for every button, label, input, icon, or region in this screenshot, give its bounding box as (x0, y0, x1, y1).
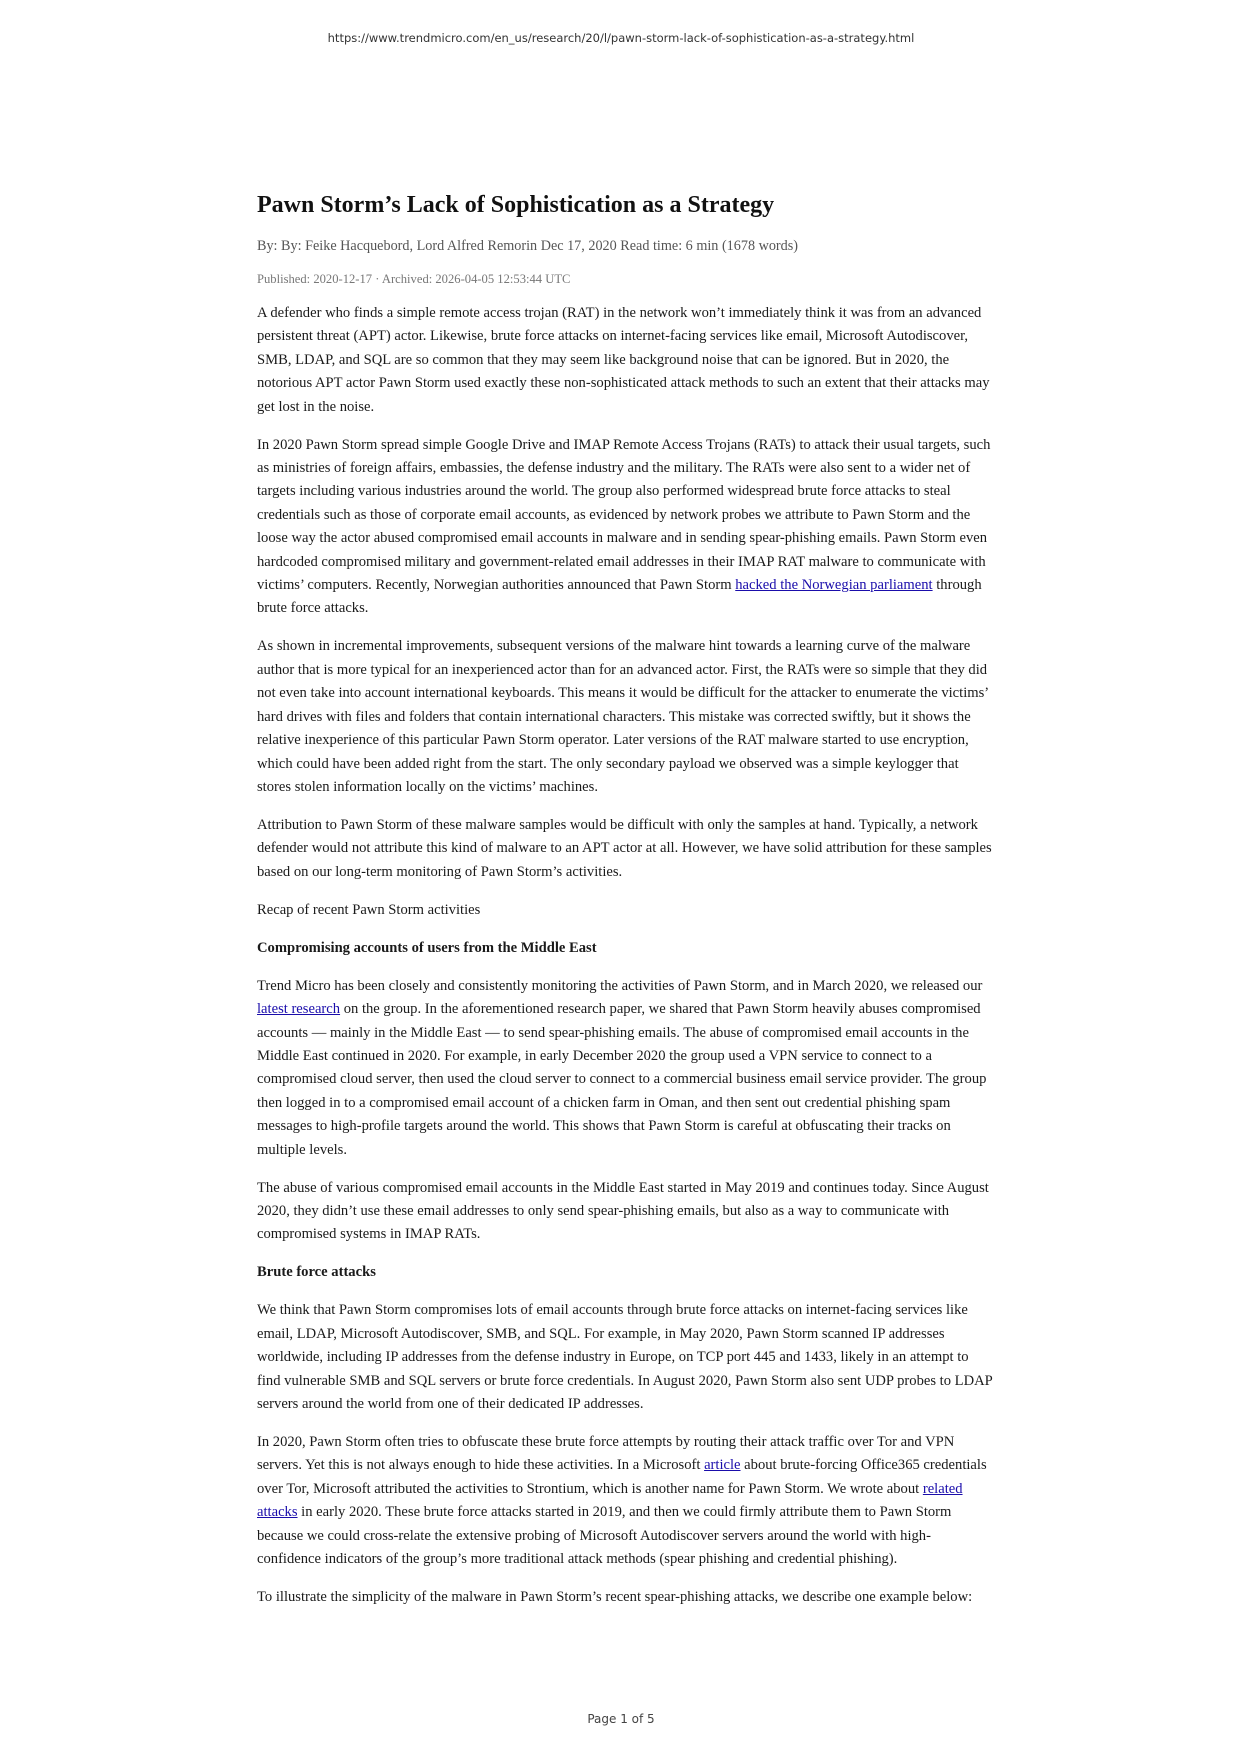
paragraph-text: Recap of recent Pawn Storm activities (257, 901, 481, 918)
article-paragraph (257, 434, 993, 621)
article-paragraph (257, 302, 993, 419)
article-byline: By: By: Feike Hacquebord, Lord Alfred Remorin Dec 17, 2020 Read time: 6 min (1678 words) (257, 238, 798, 254)
article-paragraph (257, 814, 993, 884)
article-paragraph (257, 1177, 993, 1247)
article-paragraph (257, 1431, 993, 1571)
page-number: Page 1 of 5 (587, 1712, 655, 1726)
article-paragraph (257, 635, 993, 799)
article-paragraph (257, 975, 993, 1162)
paragraph-text: The abuse of various compromised email accounts in the Middle East started in May 2019 and continues today. Since August 2020, they didn’t use these email addresses to only send spear-phishing emails, but also as a way to communicate with compromised systems in IMAP RATs. (257, 1179, 989, 1243)
article-published-date: Published: 2020-12-17 · Archived: 2026-04-05 12:53:44 UTC (257, 272, 571, 286)
paragraph-text: As shown in incremental improvements, subsequent versions of the malware hint towards a learning curve of the malware author that is more typical for an inexperienced actor than for an advanced actor. First, the RATs were so simple that they did not even take into account international keyboards. This means it would be difficult for the attacker to enumerate the victims’ hard drives with files and folders that contain international characters. This mistake was corrected swiftly, but it shows the relative inexperience of this particular Pawn Storm operator. Later versions of the RAT malware started to use encryption, which could have been added right from the start. The only secondary payload we observed was a simple keylogger that stores stolen information locally on the victims’ machines. (257, 638, 989, 795)
inline-link[interactable]: related attacks (257, 1480, 963, 1521)
paragraph-text: Compromising accounts of users from the Middle East (257, 939, 597, 956)
article-body (257, 302, 993, 1609)
paragraph-text: in early 2020. These brute force attacks started in 2019, and then we could firmly attribute them to Pawn Storm because we could cross-relate the extensive probing of Microsoft Autodiscover servers around the world with high-confidence indicators of the group’s more traditional attack methods (spear phishing and credential phishing). (257, 1504, 952, 1568)
page-url-header: https://www.trendmicro.com/en_us/research/20/l/pawn-storm-lack-of-sophistication-as-a-strategy.html (327, 31, 915, 45)
paragraph-text: Attribution to Pawn Storm of these malware samples would be difficult with only the samples at hand. Typically, a network defender would not attribute this kind of malware to an APT actor at all. However, we have solid attribution for these samples based on our long-term monitoring of Pawn Storm’s activities. (257, 816, 992, 880)
paragraph-text: about brute-forcing Office365 credentials over Tor, Microsoft attributed the activities to Strontium, which is another name for Pawn Storm. We wrote about (257, 1457, 987, 1497)
section-heading (257, 937, 993, 960)
paragraph-text: on the group. In the aforementioned research paper, we shared that Pawn Storm heavily abuses compromised accounts — mainly in the Middle East — to send spear-phishing emails. The abuse of compromised email accounts in the Middle East continued in 2020. For example, in early December 2020 the group used a VPN service to connect to a compromised cloud server, then used the cloud server to connect to a commercial business email service provider. The group then logged in to a compromised email account of a chicken farm in Oman, and then sent out credential phishing spam messages to high-profile targets around the world. This shows that Pawn Storm is careful at obfuscating their tracks on multiple levels. (257, 1001, 987, 1158)
inline-link[interactable]: latest research (257, 1001, 341, 1018)
paragraph-text: To illustrate the simplicity of the malware in Pawn Storm’s recent spear-phishing attacks, we describe one example below: (257, 1589, 973, 1606)
article (257, 190, 993, 1624)
article-paragraph (257, 1586, 993, 1609)
paragraph-text: Brute force attacks (257, 1264, 376, 1281)
inline-link[interactable]: article (704, 1457, 741, 1474)
paragraph-text: We think that Pawn Storm compromises lots of email accounts through brute force attacks on internet-facing services like email, LDAP, Microsoft Autodiscover, SMB, and SQL. For example, in May 2020, Pawn Storm scanned IP addresses worldwide, including IP addresses from the defense industry in Europe, on TCP port 445 and 1433, likely in an attempt to find vulnerable SMB and SQL servers or brute force credentials. In August 2020, Pawn Storm also sent UDP probes to LDAP servers around the world from one of their dedicated IP addresses. (257, 1302, 993, 1412)
inline-link[interactable]: hacked the Norwegian parliament (735, 577, 933, 594)
paragraph-text: A defender who finds a simple remote access trojan (RAT) in the network won’t immediately think it was from an advanced persistent threat (APT) actor. Likewise, brute force attacks on internet-facing services like email, Microsoft Autodiscover, SMB, LDAP, and SQL are so common that they may seem like background noise that can be ignored. But in 2020, the notorious APT actor Pawn Storm used exactly these non-sophisticated attack methods to such an extent that their attacks may get lost in the noise. (257, 305, 990, 415)
paragraph-text: Trend Micro has been closely and consistently monitoring the activities of Pawn Storm, and in March 2020, we released our (257, 977, 983, 994)
paragraph-text: In 2020, Pawn Storm often tries to obfuscate these brute force attempts by routing their attack traffic over Tor and VPN servers. Yet this is not always enough to hide these activities. In a Microsoft (257, 1434, 955, 1474)
article-paragraph (257, 899, 993, 922)
paragraph-text: through brute force attacks. (257, 577, 982, 617)
section-heading (257, 1261, 993, 1284)
paragraph-text: In 2020 Pawn Storm spread simple Google Drive and IMAP Remote Access Trojans (RATs) to attack their usual targets, such as ministries of foreign affairs, embassies, the defense industry and the military. The RATs were also sent to a wider net of targets including various industries around the world. The group also performed widespread brute force attacks to steal credentials such as those of corporate email accounts, as evidenced by network probes we attribute to Pawn Storm and the loose way the actor abused compromised email accounts in malware and in sending spear-phishing emails. Pawn Storm even hardcoded compromised military and government-related email addresses in their IMAP RAT malware to communicate with victims’ computers. Recently, Norwegian authorities announced that Pawn Storm (257, 436, 991, 594)
article-title: Pawn Storm’s Lack of Sophistication as a Strategy (257, 192, 775, 218)
article-paragraph (257, 1299, 993, 1416)
